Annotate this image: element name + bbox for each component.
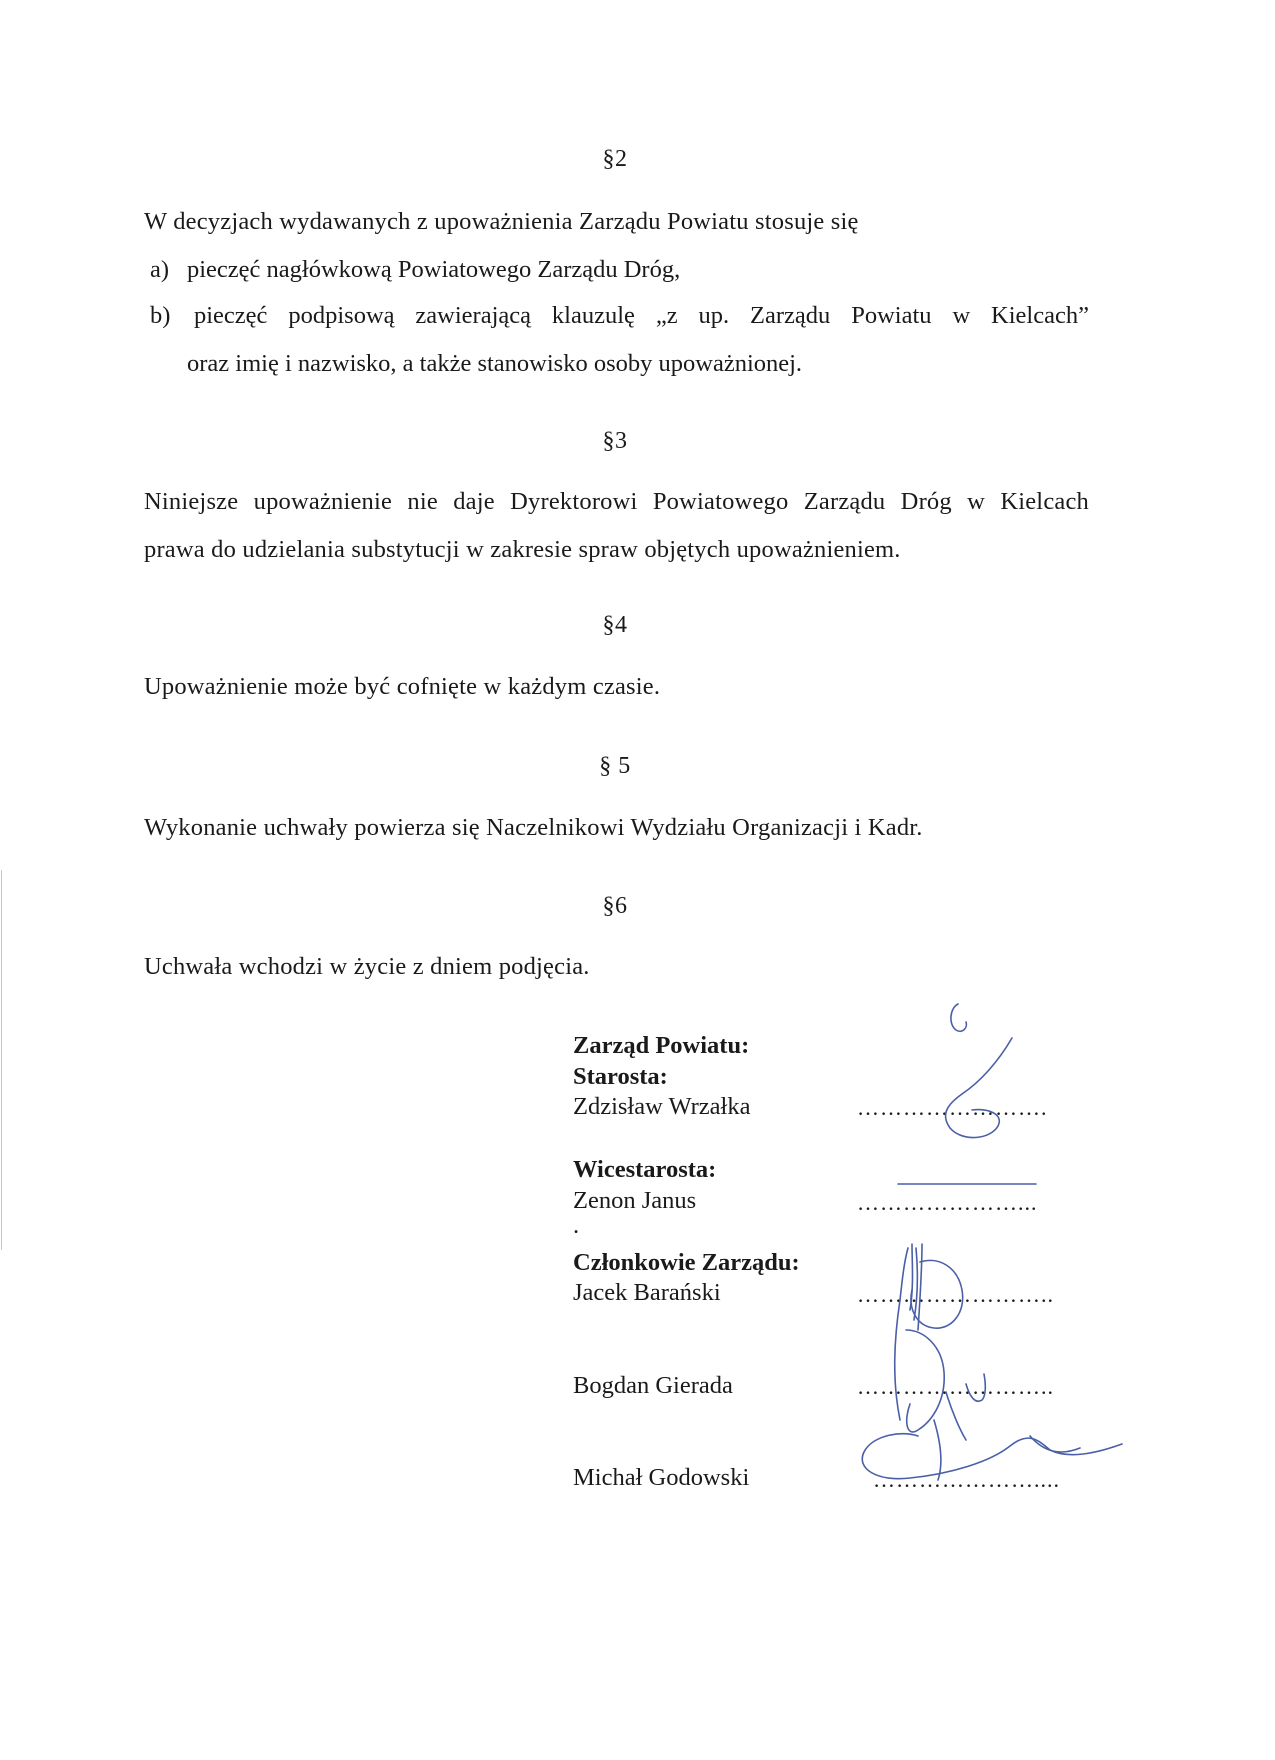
section-3-line2: prawa do udzielania substytucji w zakresie spraw objętych upoważnieniem. [144, 536, 901, 563]
board-label: Zarząd Powiatu: [573, 1032, 750, 1059]
stray-dot: . [573, 1212, 580, 1239]
section-3-symbol: §3 [602, 428, 628, 454]
section-2-item-b-marker: b) [150, 302, 171, 329]
starosta-signature [951, 1004, 966, 1031]
section-5-symbol: § 5 [599, 753, 631, 779]
section-4-text: Upoważnienie może być cofnięte w każdym czasie. [144, 673, 661, 700]
section-2-item-a-marker: a) [150, 256, 170, 283]
member2-signature [895, 1300, 944, 1432]
wicestarosta-label: Wicestarosta: [573, 1156, 717, 1183]
section-2-item-b-line1: pieczęć podpisową zawierającą klauzulę „z up. Zarządu Powiatu w Kielcach” [194, 302, 1089, 329]
member1-signature-line: …………………….. [857, 1282, 1054, 1307]
member1-name: Jacek Barański [573, 1279, 721, 1306]
scan-edge-line [1, 870, 2, 1250]
wicestarosta-name: Zenon Janus [573, 1187, 697, 1214]
member2-signature-line: …………………….. [857, 1374, 1054, 1399]
starosta-signature-line: ……………………. [857, 1095, 1048, 1120]
members-label: Członkowie Zarządu: [573, 1249, 800, 1276]
section-2-symbol: §2 [602, 146, 628, 172]
section-5-text: Wykonanie uchwały powierza się Naczelnikowi Wydziału Organizacji i Kadr. [144, 814, 923, 841]
section-4-symbol: §4 [602, 612, 628, 638]
starosta-label: Starosta: [573, 1063, 668, 1090]
wicestarosta-signature-line: …………………... [857, 1190, 1038, 1215]
section-6-text: Uchwała wchodzi w życie z dniem podjęcia. [144, 953, 590, 980]
section-2-item-a-text: pieczęć nagłówkową Powiatowego Zarządu Dróg, [187, 256, 681, 283]
member3-signature-line: ………………….... [873, 1467, 1060, 1492]
starosta-signature-stroke [946, 1038, 1012, 1138]
section-6-symbol: §6 [602, 893, 628, 919]
section-2-item-b-line2: oraz imię i nazwisko, a także stanowisko osoby upoważnionej. [187, 350, 803, 377]
member3-name: Michał Godowski [573, 1464, 750, 1491]
starosta-name: Zdzisław Wrzałka [573, 1093, 751, 1120]
member2-name: Bogdan Gierada [573, 1372, 733, 1399]
section-2-intro: W decyzjach wydawanych z upoważnienia Zarządu Powiatu stosuje się [144, 208, 859, 235]
section-3-line1: Niniejsze upoważnienie nie daje Dyrektorowi Powiatowego Zarządu Dróg w Kielcach [144, 488, 1089, 515]
